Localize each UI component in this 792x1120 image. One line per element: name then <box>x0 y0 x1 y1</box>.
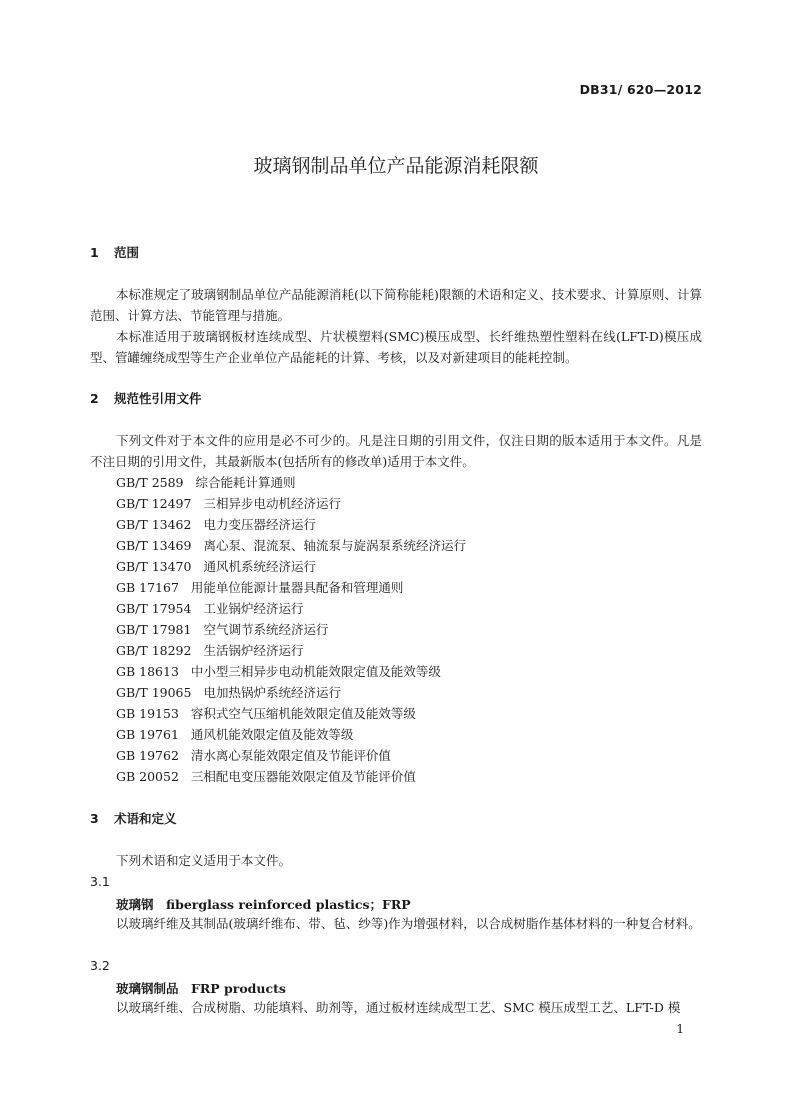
section-2-heading <box>90 389 202 407</box>
term-3-1-definition: 以玻璃纤维及其制品(玻璃纤维布、带、毡、纱等)作为增强材料，以合成树脂作基体材料的一种复合材料。 <box>116 916 701 931</box>
reference-item <box>116 745 391 766</box>
reference-title: 电力变压器经济运行 <box>203 517 316 532</box>
reference-code: GB 20052 <box>116 769 179 784</box>
reference-title: 生活锅炉经济运行 <box>203 643 304 658</box>
section-number: 1 <box>90 245 99 260</box>
reference-title: 三相异步电动机经济运行 <box>203 496 341 511</box>
reference-title: 三相配电变压器能效限定值及节能评价值 <box>190 769 416 784</box>
reference-item <box>116 619 328 640</box>
reference-item <box>116 703 416 724</box>
reference-title: 用能单位能源计量器具配备和管理通则 <box>190 580 404 595</box>
reference-item <box>116 766 416 787</box>
term-3-1-title: 玻璃钢 fiberglass reinforced plastics；FRP <box>116 897 411 912</box>
section-1-paragraph-1: 本标准规定了玻璃钢制品单位产品能源消耗(以下简称能耗)限额的术语和定义、技术要求、计算原则、计算范围、计算方法、节能管理与措施。 <box>90 287 702 323</box>
section-1-paragraph-2: 本标准适用于玻璃钢板材连续成型、片状模塑料(SMC)模压成型、长纤维热塑性塑料在线(LFT-D)模压成型、管罐缠绕成型等生产企业单位产品能耗的计算、考核，以及对新建项目的能耗控制。 <box>90 329 702 365</box>
reference-item <box>116 682 341 703</box>
reference-code: GB 19761 <box>116 727 179 742</box>
section-number: 2 <box>90 391 99 406</box>
reference-title: 综合能耗计算通则 <box>195 475 296 490</box>
reference-title: 离心泵、混流泵、轴流泵与旋涡泵系统经济运行 <box>203 538 466 553</box>
reference-item <box>116 493 341 514</box>
reference-item <box>116 472 296 493</box>
reference-title: 电加热锅炉系统经济运行 <box>203 685 341 700</box>
reference-code: GB 19153 <box>116 706 179 721</box>
reference-code: GB 17167 <box>116 580 179 595</box>
section-title: 术语和定义 <box>114 811 177 826</box>
section-3-heading <box>90 809 177 827</box>
reference-code: GB/T 18292 <box>116 643 192 658</box>
section-title: 规范性引用文件 <box>114 391 202 406</box>
page-number: 1 <box>676 1022 684 1036</box>
term-3-2-definition: 以玻璃纤维、合成树脂、功能填料、助剂等，通过板材连续成型工艺、SMC 模压成型工艺、LFT-D 模 <box>116 1000 681 1015</box>
term-3-2-number: 3.2 <box>90 958 110 973</box>
reference-item <box>116 514 316 535</box>
reference-code: GB/T 13462 <box>116 517 192 532</box>
reference-title: 容积式空气压缩机能效限定值及能效等级 <box>190 706 416 721</box>
reference-item <box>116 535 466 556</box>
reference-code: GB/T 17954 <box>116 601 192 616</box>
reference-code: GB 19762 <box>116 748 179 763</box>
section-title: 范围 <box>114 245 140 260</box>
reference-code: GB/T 2589 <box>116 475 184 490</box>
reference-title: 空气调节系统经济运行 <box>203 622 329 637</box>
reference-code: GB/T 17981 <box>116 622 192 637</box>
reference-title: 通风机能效限定值及能效等级 <box>190 727 354 742</box>
term-3-2-title: 玻璃钢制品 FRP products <box>116 981 286 996</box>
reference-title: 工业锅炉经济运行 <box>203 601 304 616</box>
reference-title: 中小型三相异步电动机能效限定值及能效等级 <box>190 664 441 679</box>
reference-item <box>116 640 303 661</box>
reference-title: 清水离心泵能效限定值及节能评价值 <box>190 748 391 763</box>
reference-title: 通风机系统经济运行 <box>203 559 316 574</box>
reference-item <box>116 661 441 682</box>
section-2-paragraph-1: 下列文件对于本文件的应用是必不可少的。凡是注日期的引用文件，仅注日期的版本适用于本文件。凡是不注日期的引用文件，其最新版本(包括所有的修改单)适用于本文件。 <box>90 433 702 469</box>
reference-code: GB/T 19065 <box>116 685 192 700</box>
reference-item <box>116 724 353 745</box>
reference-item <box>116 556 316 577</box>
standard-code: DB31/ 620—2012 <box>579 82 702 97</box>
section-number: 3 <box>90 811 99 826</box>
reference-code: GB/T 13470 <box>116 559 192 574</box>
document-title: 玻璃钢制品单位产品能源消耗限额 <box>253 155 539 177</box>
reference-code: GB/T 13469 <box>116 538 192 553</box>
reference-code: GB 18613 <box>116 664 179 679</box>
section-3-paragraph-1: 下列术语和定义适用于本文件。 <box>116 853 292 868</box>
reference-code: GB/T 12497 <box>116 496 192 511</box>
reference-item <box>116 598 303 619</box>
reference-item <box>116 577 403 598</box>
section-1-heading <box>90 243 139 261</box>
term-3-1-number: 3.1 <box>90 874 110 889</box>
